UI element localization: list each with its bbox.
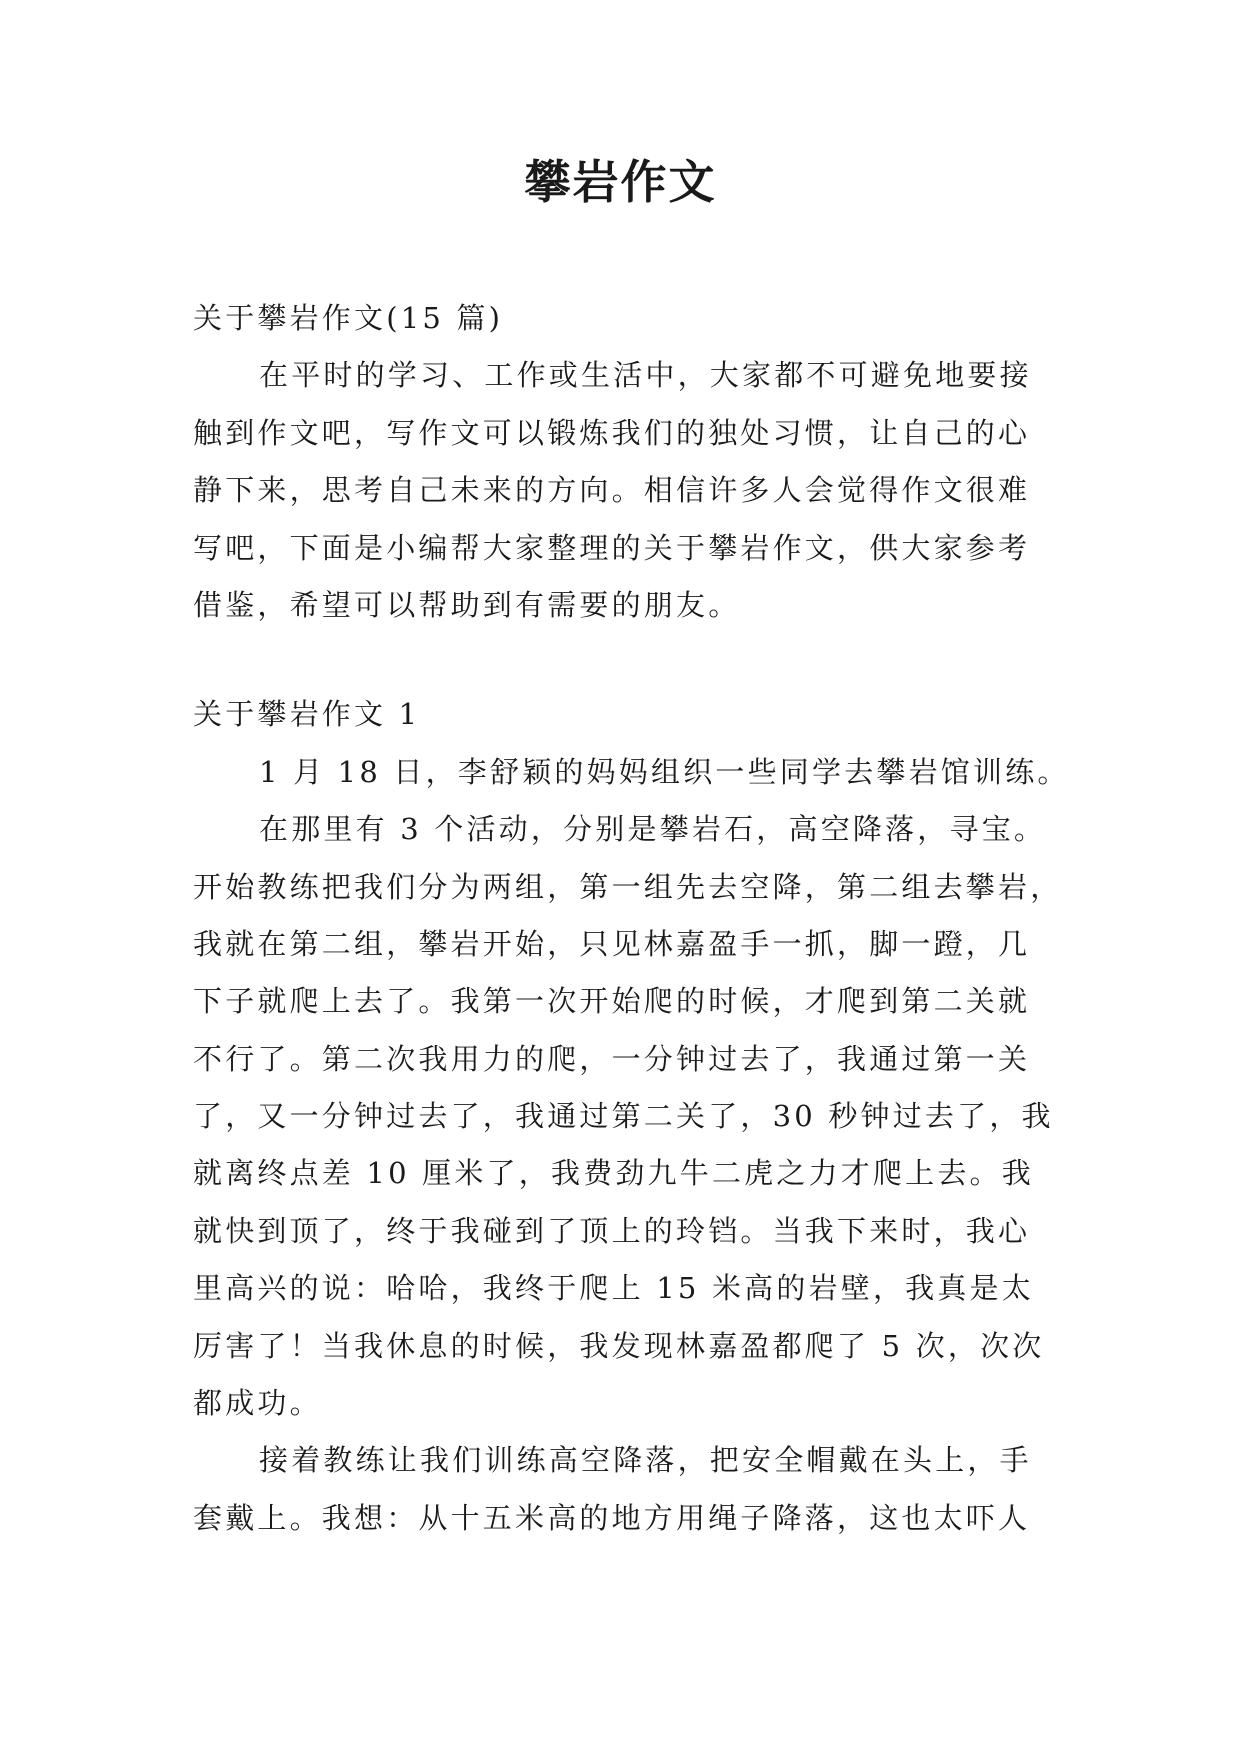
intro-line: 触到作文吧，写作文可以锻炼我们的独处习惯，让自己的心 (193, 415, 1031, 450)
paragraph-1: 1 月 18 日，李舒颖的妈妈组织一些同学去攀岩馆训练。 (259, 754, 1070, 789)
paragraph-line: 我就在第二组，攀岩开始，只见林嘉盈手一抓，脚一蹬，几 (193, 926, 1031, 961)
intro-line: 在平时的学习、工作或生活中，大家都不可避免地要接 (259, 358, 1032, 393)
paragraph-line: 都成功。 (193, 1386, 322, 1421)
paragraph-line: 在那里有 3 个活动，分别是攀岩石，高空降落，寻宝。 (259, 812, 1047, 847)
section-spacer (193, 634, 1055, 686)
paragraph-line: 不行了。第二次我用力的爬，一分钟过去了，我通过第一关 (193, 1041, 1031, 1076)
subtitle: 关于攀岩作文(15 篇) (193, 301, 504, 335)
paragraph-line: 厉害了！当我休息的时候，我发现林嘉盈都爬了 5 次，次次 (193, 1328, 1045, 1363)
intro-line: 写吧，下面是小编帮大家整理的关于攀岩作文，供大家参考 (193, 530, 1031, 565)
section-heading: 关于攀岩作文 1 (193, 697, 421, 732)
paragraph-line: 就快到顶了，终于我碰到了顶上的玲铛。当我下来时，我心 (193, 1213, 1031, 1248)
paragraph-line: 就离终点差 10 厘米了，我费劲九牛二虎之力才爬上去。我 (193, 1156, 1034, 1191)
paragraph-line: 开始教练把我们分为两组，第一组先去空降，第二组去攀岩， (193, 869, 1063, 904)
paragraph-2 (193, 801, 1063, 1432)
paragraph-line: 了，又一分钟过去了，我通过第二关了，30 秒钟过去了，我 (193, 1099, 1054, 1134)
paragraph-line: 接着教练让我们训练高空降落，把安全帽戴在头上，手 (259, 1443, 1032, 1478)
intro-line: 借鉴，希望可以帮助到有需要的朋友。 (193, 587, 741, 622)
intro-line: 静下来，思考自己未来的方向。相信许多人会觉得作文很难 (193, 473, 1031, 508)
paragraph-line: 下子就爬上去了。我第一次开始爬的时候，才爬到第二关就 (193, 984, 1031, 1019)
document-title: 攀岩作文 (524, 155, 717, 209)
intro-paragraph (193, 347, 1055, 634)
paragraph-3 (193, 1432, 1055, 1547)
document-body (193, 290, 1070, 1547)
paragraph-line: 里高兴的说：哈哈，我终于爬上 15 米高的岩壁，我真是太 (193, 1271, 1034, 1306)
paragraph-line: 套戴上。我想：从十五米高的地方用绳子降落，这也太吓人 (193, 1500, 1031, 1535)
